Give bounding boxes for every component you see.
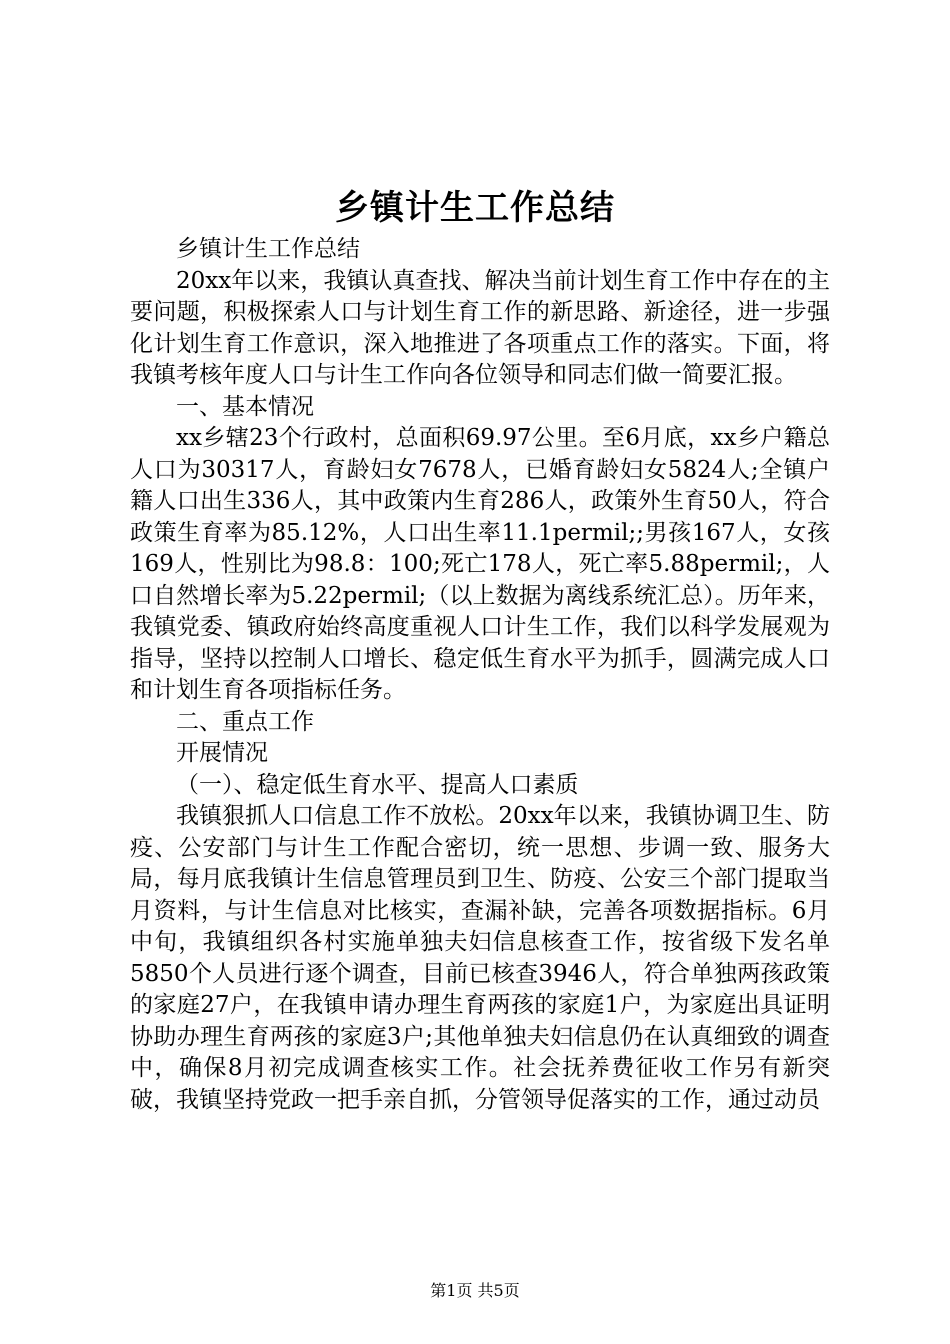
section-heading-basic: 一、基本情况 xyxy=(176,393,314,420)
paragraph-subtitle: 乡镇计生工作总结 xyxy=(176,236,360,262)
paragraph-population-info: 我镇狠抓人口信息工作不放松。20xx年以来，我镇协调卫生、防疫、公安部门与计生工作配合密切，统一思想、步调一致、服务大局，每月底我镇计生信息管理员到卫生、防疫、公安三个部门提取当月资料，与计生信息对比核实，查漏补缺，完善各项数据指标。6月中旬，我镇组织各村实施单独夫妇信息核查工作，按省级下发名单5850个人员进行逐个调查，目前已核查3946人，符合单独两孩政策的家庭27户，在我镇申请办理生育两孩的家庭1户，为家庭出具证明协助办理生育两孩的家庭3户;其他单独夫妇信息仍在认真细致的调查中，确保8月初完成调查核实工作。社会抚养费征收工作另有新突破，我镇坚持党政一把手亲自抓，分管领导促落实的工作，通过动员 xyxy=(130,803,830,1113)
document-title: 乡镇计生工作总结 xyxy=(335,188,615,228)
section-heading-key-work: 二、重点工作 xyxy=(176,708,314,735)
subsection-heading-1: （一）、稳定低生育水平、提高人口素质 xyxy=(176,771,579,798)
paragraph-basic-situation: xx乡辖23个行政村，总面积69.97公里。至6月底，xx乡户籍总人口为30317人，育龄妇女7678人，已婚育龄妇女5824人;全镇户籍人口出生336人，其中政策内生育286人，政策外生育50人，符合政策生育率为85.12%，人口出生率11.1permil;;男孩167人，女孩169人，性别比为98.8：100;死亡178人，死亡率5.88permil;，人口自然增长率为5.22permil;（以上数据为离线系统汇总）。历年来，我镇党委、镇政府始终高度重视人口计生工作，我们以科学发展观为指导，坚持以控制人口增长、稳定低生育水平为抓手，圆满完成人口和计划生育各项指标任务。 xyxy=(130,425,830,703)
paragraph-intro: 20xx年以来，我镇认真查找、解决当前计划生育工作中存在的主要问题，积极探索人口与计划生育工作的新思路、新途径，进一步强化计划生育工作意识，深入地推进了各项重点工作的落实。下面，将我镇考核年度人口与计生工作向各位领导和同志们做一简要汇报。 xyxy=(130,267,830,388)
page-number: 第1页 共5页 xyxy=(430,1281,520,1300)
document-body xyxy=(130,234,830,1116)
section-heading-progress: 开展情况 xyxy=(176,740,268,766)
